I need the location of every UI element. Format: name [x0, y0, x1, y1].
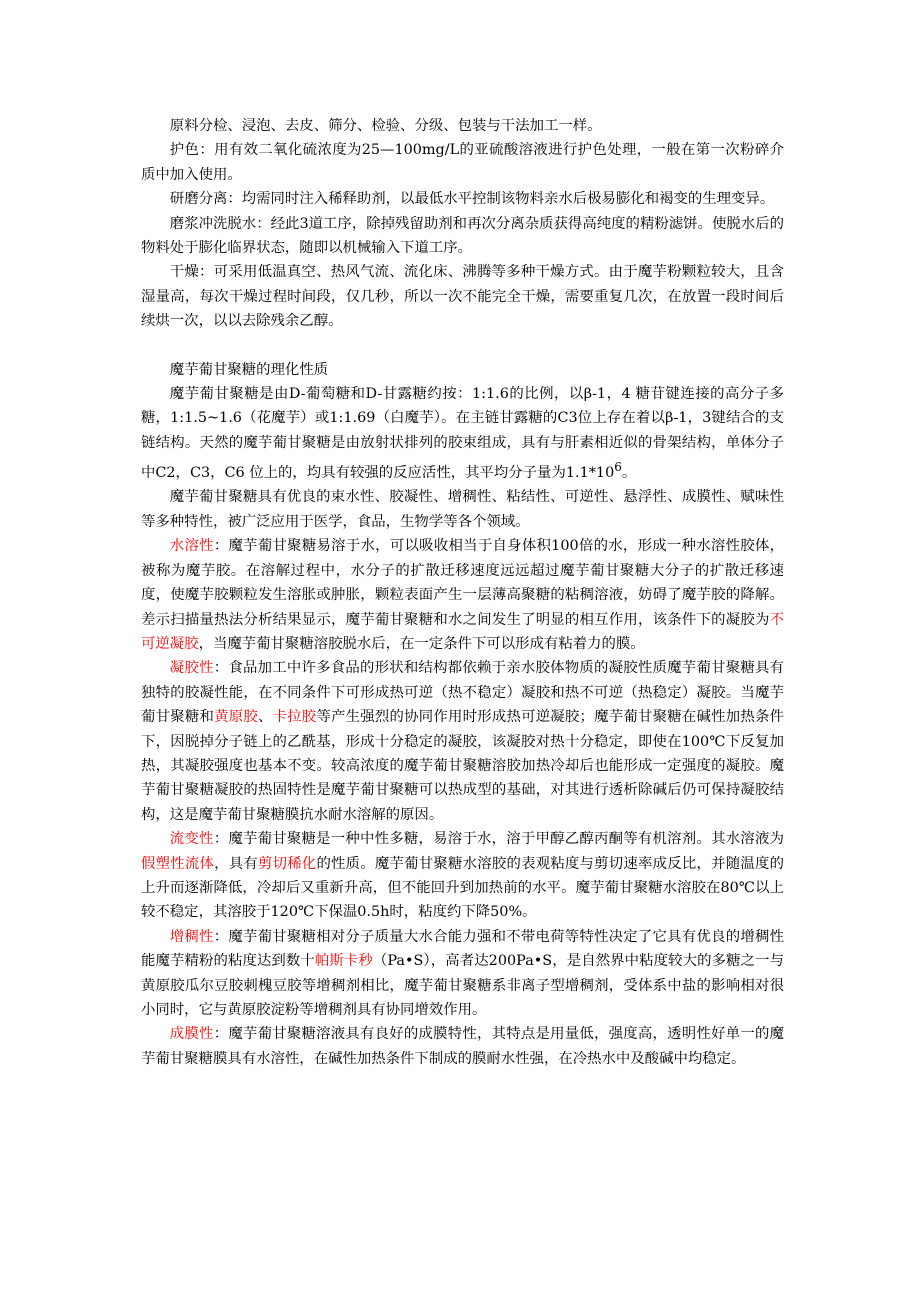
paragraph-raw-material: 原料分检、浸泡、去皮、筛分、检验、分级、包装与干法加工一样。 — [169, 118, 602, 134]
rheo-text-1: ：魔芋葡甘聚糖是一种中性多糖，易溶于水，溶于甲醇乙醇丙酮等有机溶剂。其水溶液为 — [213, 831, 784, 848]
paragraph-drying: 干燥：可采用低温真空、热风气流、流化床、沸腾等多种干燥方式。由于魔芋粉颗粒较大，且含湿量高，每次干燥过程时间段，仅几秒，所以一次不能完全干燥，需要重复几次，在放置一段时间后续烘一次，以以去除残余乙醇。 — [141, 264, 784, 330]
thick-text-1: ：魔芋葡甘聚糖相对分子质量大水合能力强和不带电荷等特性决定了它具有优良的增稠性能魔芋精粉的粘度达到数十 — [141, 928, 784, 970]
paragraph-structure — [141, 382, 784, 485]
structure-end: 。 — [621, 465, 637, 482]
paragraph-washing-dehydration: 磨浆冲洗脱水：经此3道工序，除掉残留助剂和再次分离杂质获得高纯度的精粉滤饼。使脱水后的物料处于膨化临界状态，随即以机械输入下道工序。 — [141, 215, 784, 257]
paragraph-water-solubility — [141, 534, 784, 656]
document-body — [141, 114, 784, 1071]
rheo-text-3: 的性质。魔芋葡甘聚糖水溶胶的表观粘度与剪切速率成反比，并随温度的上升而逐渐降低，冷却后又重新升高，但不能回升到加热前的水平。魔芋葡甘聚糖水溶胶在80℃以上较不稳定，其溶胶于120℃下保温0.5h时，粘度约下降50%。 — [141, 855, 784, 921]
paragraph-properties-overview: 魔芋葡甘聚糖具有优良的束水性、胶凝性、增稠性、粘结性、可逆性、悬浮性、成膜性、赋味性等多种特性，被广泛应用于医学，食品，生物学等各个领域。 — [141, 489, 784, 530]
shear-thinning-link[interactable]: 剪切稀化 — [257, 855, 317, 872]
pseudoplastic-fluid-link[interactable]: 假塑性流体 — [141, 855, 215, 872]
gel-text-2: 等产生强烈的协同作用时形成热可逆凝胶；魔芋葡甘聚糖在碱性加热条件下，因脱掉分子链上的乙酰基，形成十分稳定的凝胶，该凝胶对热十分稳定，即使在100℃下反复加热，其凝胶强度也基本不变。较高浓度的魔芋葡甘聚糖溶胶加热冷却后也能形成一定强度的凝胶。魔芋葡甘聚糖凝胶的热固特性是魔芋葡甘聚糖可以热成型的基础，对其进行透析除碱后仍可保持凝胶结构，这是魔芋葡甘聚糖膜抗水耐水溶解的原因。 — [141, 709, 784, 823]
paragraph-gelling — [141, 656, 784, 827]
gelling-link[interactable]: 凝胶性 — [169, 660, 214, 677]
water-text-2: ，当魔芋葡甘聚糖溶胶脱水后，在一定条件下可以形成有粘着力的膜。 — [198, 635, 645, 652]
thickening-link[interactable]: 增稠性 — [169, 928, 214, 945]
irreversible-gel-link[interactable]: 不可逆凝胶 — [141, 611, 784, 652]
thick-text-2: （Pa•S），高者达200Pa•S，是自然界中粘度较大的多糖之一与黄原胶瓜尔豆胶刺槐豆胶等增稠剂相比，魔芋葡甘聚糖系非离子型增稠剂，受体系中盐的影响相对很小同时，它与黄原胶淀粉等增稠剂具有协同增效作用。 — [141, 953, 784, 1019]
gel-separator: 、 — [257, 709, 273, 726]
pascal-second-link[interactable]: 帕斯卡秒 — [314, 953, 373, 970]
rheology-link[interactable]: 流变性 — [169, 831, 214, 848]
film-text-1: ：魔芋葡甘聚糖溶液具有良好的成膜特性，其特点是用量低，强度高，透明性好单一的魔芋葡甘聚糖膜具有水溶性，在碱性加热条件下制成的膜耐水性强，在冷热水中及酸碱中均稳定。 — [141, 1026, 784, 1067]
exponent: 6 — [614, 460, 622, 475]
paragraph-thickening — [141, 925, 784, 1023]
film-forming-link[interactable]: 成膜性 — [169, 1026, 214, 1043]
xanthan-gum-link[interactable]: 黄原胶 — [214, 709, 258, 726]
paragraph-rheology — [141, 827, 784, 925]
water-text-1: ：魔芋葡甘聚糖易溶于水，可以吸收相当于自身体积100倍的水，形成一种水溶性胶体，被称为魔芋胶。在溶解过程中，水分子的扩散迁移速度远远超过魔芋葡甘聚糖大分子的扩散迁移速度，使魔芋胶颗粒发生溶胀或肿胀，颗粒表面产生一层薄高聚糖的粘稠溶液，妨碍了魔芋胶的降解。差示扫描量热法分析结果显示，魔芋葡甘聚糖和水之间发生了明显的相互作用，该条件下的凝胶为 — [141, 538, 784, 628]
paragraph-film-forming — [141, 1022, 784, 1071]
water-solubility-link[interactable]: 水溶性 — [169, 538, 214, 555]
structure-text: 魔芋葡甘聚糖是由D-葡萄糖和D-甘露糖约按：1:1.6的比例，以β-1，4 糖苷键连接的高分子多糖，1:1.5~1.6（花魔芋）或1:1.69（白魔芋）。在主链甘露糖的C3位上存在着以β-1，3键结合的支链结构。天然的魔芋葡甘聚糖是由放射状排列的胶束组成，具有与肝素相近似的骨架结构，单体分子中C2，C3，C6 位上的，均具有较强的反应活性，其平均分子量为1.1*10 — [141, 386, 784, 482]
section-title: 魔芋葡甘聚糖的理化性质 — [169, 361, 329, 378]
rheo-text-2: ，具有 — [214, 855, 258, 872]
carrageenan-link[interactable]: 卡拉胶 — [272, 709, 317, 726]
paragraph-color-protection: 护色：用有效二氧化硫浓度为25—100mg/L的亚硫酸溶液进行护色处理，一般在第一次粉碎介质中加入使用。 — [141, 142, 784, 183]
gel-text-1: ：食品加工中许多食品的形状和结构都依赖于亲水胶体物质的凝胶性质魔芋葡甘聚糖具有独特的胶凝性能，在不同条件下可形成热可逆（热不稳定）凝胶和热不可逆（热稳定）凝胶。当魔芋葡甘聚糖和 — [141, 660, 784, 726]
paragraph-grinding-separation: 研磨分离：均需同时注入稀释助剂，以最低水平控制该物料亲水后极易膨化和褐变的生理变异。 — [169, 191, 775, 208]
